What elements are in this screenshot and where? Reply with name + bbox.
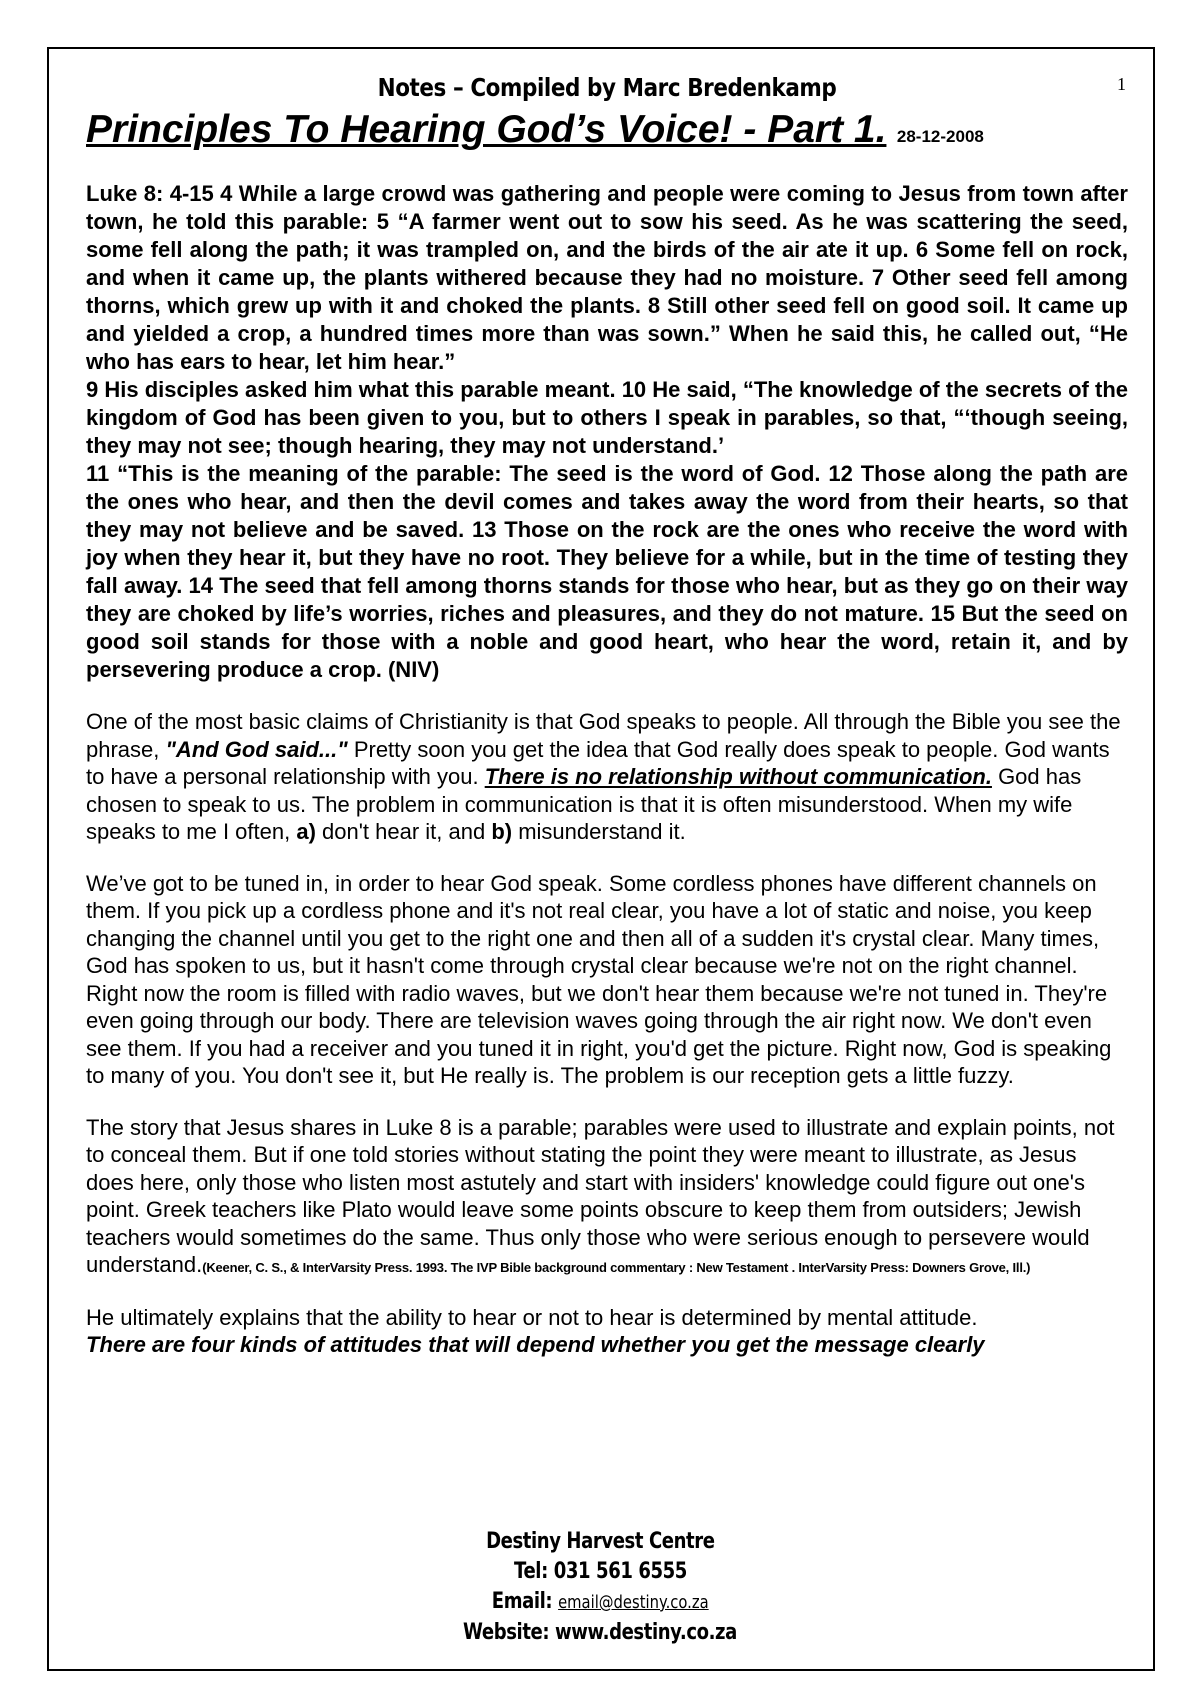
quoted-phrase: "And God said..." (165, 736, 348, 762)
para-text: God has chosen to speak to us. The problem in communication is that it is often misunderstood. When my wife speaks to me I often, (86, 764, 1082, 844)
website-link[interactable]: Website: www.destiny.co.za (463, 1620, 737, 1645)
body-paragraph: We’ve got to be tuned in, in order to hear God speak. Some cordless phones have different channels on them. If you pick up a cordless phone and it's not real clear, you have a lot of static and noise, you keep changing the channel until you get to the right one and then all of a sudden it's crystal clear. Many times, God has spoken to us, but it hasn't come through crystal clear because we're not on the right channel. Right now the room is filled with radio waves, but we don't hear them because we're not tuned in. They're even going through our body. There are television waves going through the air right now. We don't even see them. If you had a receiver and you tuned it in right, you'd get the picture. Right now, God is speaking to many of you. You don't see it, but He really is. The problem is our reception gets a little fuzzy. (86, 870, 1112, 1088)
email-label: Email: (491, 1589, 558, 1614)
title-line (86, 108, 1128, 160)
body-paragraph (86, 1114, 1128, 1282)
contact-footer (0, 1527, 1200, 1648)
organization-name: Destiny Harvest Centre (485, 1529, 715, 1554)
document-body (86, 72, 1128, 1359)
citation: (Keener, C. S., & InterVarsity Press. 1993. The IVP Bible background commentary : New Testament . InterVarsity Press: Downers Grove, Ill.) (202, 1260, 1031, 1275)
telephone: Tel: 031 561 6555 (513, 1559, 687, 1584)
body-paragraph: He ultimately explains that the ability to hear or not to hear is determined by mental attitude. (86, 1304, 978, 1330)
list-label-b: b) (491, 819, 513, 844)
document-date: 28-12-2008 (896, 127, 984, 146)
body-paragraph (86, 708, 1128, 846)
email-link[interactable]: email@destiny.co.za (557, 1592, 709, 1613)
list-label-a: a) (296, 819, 316, 844)
closing-statement: There are four kinds of attitudes that will depend whether you get the message clearly (86, 1332, 985, 1357)
document-title: Principles To Hearing God’s Voice! - Part 1. (86, 108, 887, 151)
scripture-paragraph: Luke 8: 4-15 4 While a large crowd was gathering and people were coming to Jesus from town after town, he told this parable: 5 “A farmer went out to sow his seed. As he was scattering the seed, some fell along the path; it was trampled on, and the birds of the air ate it up. 6 Some fell on rock, and when it came up, the plants withered because they had no moisture. 7 Other seed fell among thorns, which grew up with it and choked the plants. 8 Still other seed fell on good soil. It came up and yielded a crop, a hundred times more than was sown.” When he said this, he called out, “He who has ears to hear, let him hear.” (86, 181, 1128, 374)
document-subtitle: Notes – Compiled by Marc Bredenkamp (377, 73, 837, 102)
para-text: The story that Jesus shares in Luke 8 is a parable; parables were used to illustrate and explain points, not to conceal them. But if one told stories without stating the point they were meant to illustrate, as Jesus does here, only those who listen most astutely and start with insiders' knowledge could figure out one's point. Greek teachers like Plato would leave some points obscure to keep them from outsiders; Jewish teachers would sometimes do the same. Thus only those who were serious enough to persevere would understand. (86, 1114, 1115, 1277)
para-text: Pretty soon you get the idea that God really does speak to people. God wants to have a personal relationship with you. (86, 736, 1110, 789)
para-text: don't hear it, and (315, 819, 492, 844)
scripture-paragraph: 11 “This is the meaning of the parable: The seed is the word of God. 12 Those along the path are the ones who hear, and then the devil comes and takes away the word from their hearts, so that they may not believe and be saved. 13 Those on the rock are the ones who receive the word with joy when they hear it, but they have no root. They believe for a while, but in the time of testing they fall away. 14 The seed that fell among thorns stands for those who hear, but as they go on their way they are choked by life’s worries, riches and pleasures, and they do not mature. 15 But the seed on good soil stands for those with a noble and good heart, who hear the word, retain it, and by persevering produce a crop. (NIV) (86, 461, 1128, 682)
scripture-passage (86, 180, 1128, 684)
scripture-paragraph: 9 His disciples asked him what this parable meant. 10 He said, “The knowledge of the secrets of the kingdom of God has been given to you, but to others I speak in parables, so that, “‘though seeing, they may not see; though hearing, they may not understand.’ (86, 377, 1128, 458)
page-number: 1 (1117, 74, 1126, 94)
key-statement: There is no relationship without communication. (484, 764, 992, 789)
para-text: One of the most basic claims of Christianity is that God speaks to people. All through the Bible you see the phrase, (86, 709, 1121, 762)
para-text: misunderstand it. (512, 819, 686, 844)
